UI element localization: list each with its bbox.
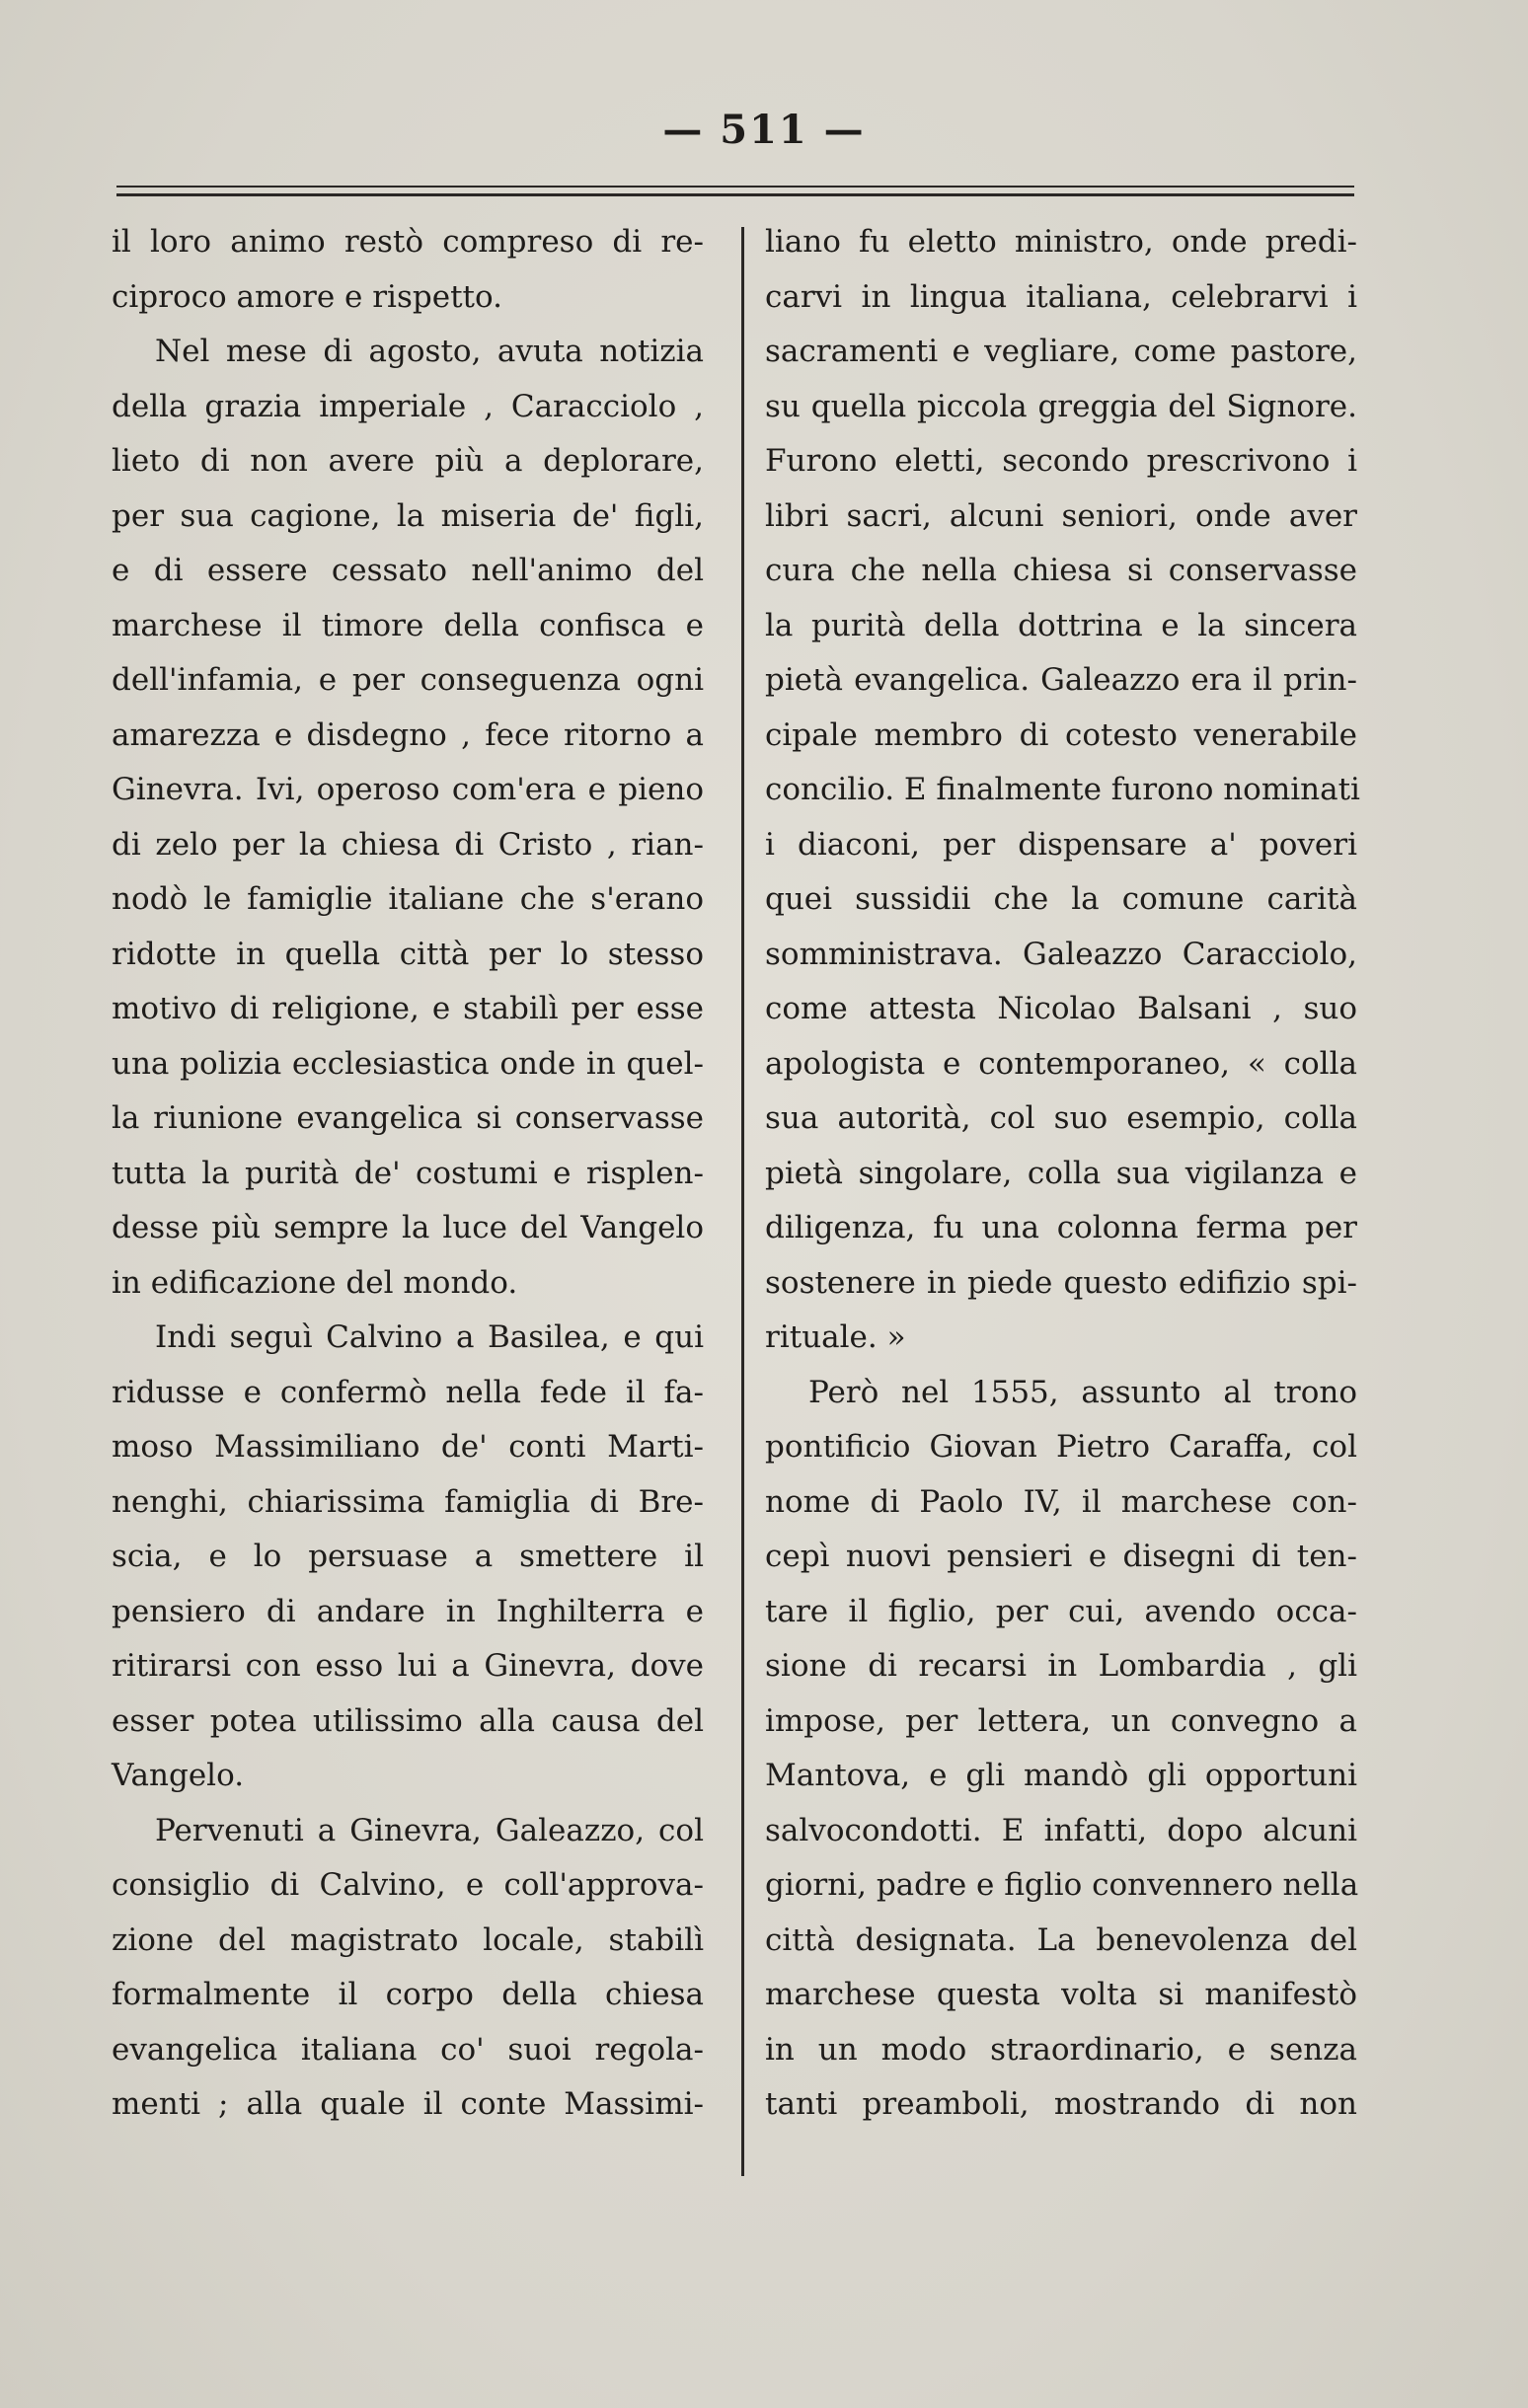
text-line: pensiero di andare in Inghilterra e xyxy=(112,1593,704,1629)
text-line: ciproco amore e rispetto. xyxy=(112,278,502,315)
column-divider xyxy=(741,227,744,2176)
text-line: per sua cagione, la miseria de' figli, xyxy=(112,497,704,534)
text-line: concilio. E finalmente furono nominati xyxy=(765,772,1360,807)
text-line: Vangelo. xyxy=(112,1758,245,1793)
text-line: tutta la purità de' costumi e risplen- xyxy=(112,1155,704,1191)
text-line: pietà evangelica. Galeazzo era il prin- xyxy=(765,662,1357,698)
header-rule xyxy=(116,186,1354,196)
text-line: Pervenuti a Ginevra, Galeazzo, col xyxy=(155,1812,704,1848)
text-line: sua autorità, col suo esempio, colla xyxy=(765,1100,1357,1136)
text-line: tanti preamboli, mostrando di non xyxy=(765,2086,1357,2122)
text-line: nome di Paolo IV, il marchese con- xyxy=(765,1483,1357,1520)
text-line: della grazia imperiale , Caracciolo , xyxy=(112,388,704,424)
text-line: il loro animo restò compreso di re- xyxy=(112,224,704,260)
text-line: rituale. » xyxy=(765,1319,906,1355)
text-line: Furono eletti, secondo prescrivono i xyxy=(765,443,1357,479)
right-text-column xyxy=(765,215,1360,2133)
text-line: nodò le famiglie italiane che s'erano xyxy=(112,881,704,917)
text-line: amarezza e disdegno , fece ritorno a xyxy=(112,716,704,753)
left-text-column xyxy=(112,215,704,2133)
text-line: in un modo straordinario, e senza xyxy=(765,2031,1357,2068)
text-line: cipale membro di cotesto venerabile xyxy=(765,716,1357,753)
text-line: pontificio Giovan Pietro Caraffa, col xyxy=(765,1429,1357,1465)
text-line: somministrava. Galeazzo Caracciolo, xyxy=(765,936,1357,972)
text-line: liano fu eletto ministro, onde predi- xyxy=(765,224,1357,260)
text-line: lieto di non avere più a deplorare, xyxy=(112,443,704,479)
text-line: scia, e lo persuase a smettere il xyxy=(112,1539,704,1574)
text-line: cura che nella chiesa si conservasse xyxy=(765,553,1357,588)
text-line: in edificazione del mondo. xyxy=(112,1264,518,1301)
text-line: su quella piccola greggia del Signore. xyxy=(765,388,1357,424)
text-line: sostenere in piede questo edifizio spi- xyxy=(765,1264,1357,1301)
text-line: giorni, padre e figlio convennero nella xyxy=(765,1867,1359,1903)
text-line: sacramenti e vegliare, come pastore, xyxy=(765,334,1357,369)
text-line: marchese questa volta si manifestò xyxy=(765,1977,1357,2012)
text-line: apologista e contemporaneo, « colla xyxy=(765,1045,1357,1082)
text-line: desse più sempre la luce del Vangelo xyxy=(112,1210,704,1245)
text-line: sione di recarsi in Lombardia , gli xyxy=(765,1648,1357,1684)
text-line: salvocondotti. E infatti, dopo alcuni xyxy=(765,1812,1357,1848)
text-line: la riunione evangelica si conservasse xyxy=(112,1100,704,1136)
text-line: consiglio di Calvino, e coll'approva- xyxy=(112,1867,704,1903)
text-line: e di essere cessato nell'animo del xyxy=(112,553,704,588)
text-line: moso Massimiliano de' conti Marti- xyxy=(112,1429,704,1465)
text-line: Nel mese di agosto, avuta notizia xyxy=(155,334,704,369)
text-line: i diaconi, per dispensare a' poveri xyxy=(765,826,1357,863)
text-line: carvi in lingua italiana, celebrarvi i xyxy=(765,278,1357,315)
text-line: dell'infamia, e per conseguenza ogni xyxy=(112,662,704,698)
text-line: menti ; alla quale il conte Massimi- xyxy=(112,2086,704,2122)
text-line: evangelica italiana co' suoi regola- xyxy=(112,2031,704,2068)
text-line: libri sacri, alcuni seniori, onde aver xyxy=(765,497,1357,534)
text-line: la purità della dottrina e la sincera xyxy=(765,607,1357,643)
text-line: città designata. La benevolenza del xyxy=(765,1921,1357,1958)
text-line: formalmente il corpo della chiesa xyxy=(112,1977,704,2012)
text-line: marchese il timore della confisca e xyxy=(112,607,704,643)
text-line: nenghi, chiarissima famiglia di Bre- xyxy=(112,1483,704,1520)
text-line: Mantova, e gli mandò gli opportuni xyxy=(765,1758,1357,1793)
text-line: ridusse e confermò nella fede il fa- xyxy=(112,1374,704,1410)
text-line: cepì nuovi pensieri e disegni di ten- xyxy=(765,1539,1357,1574)
page-number: — 511 — xyxy=(662,107,866,153)
text-line: ridotte in quella città per lo stesso xyxy=(112,936,704,972)
text-line: di zelo per la chiesa di Cristo , rian- xyxy=(112,826,704,863)
text-line: ritirarsi con esso lui a Ginevra, dove xyxy=(112,1648,704,1684)
text-line: come attesta Nicolao Balsani , suo xyxy=(765,991,1357,1026)
text-line: Ginevra. Ivi, operoso com'era e pieno xyxy=(112,772,704,807)
text-line: motivo di religione, e stabilì per esse xyxy=(112,991,704,1026)
text-line: Indi seguì Calvino a Basilea, e qui xyxy=(155,1319,704,1355)
text-line: tare il figlio, per cui, avendo occa- xyxy=(765,1593,1357,1629)
text-line: Però nel 1555, assunto al trono xyxy=(808,1374,1357,1410)
text-line: pietà singolare, colla sua vigilanza e xyxy=(765,1155,1357,1191)
text-line: una polizia ecclesiastica onde in quel- xyxy=(112,1045,704,1082)
text-line: zione del magistrato locale, stabilì xyxy=(112,1921,704,1958)
text-line: quei sussidii che la comune carità xyxy=(765,881,1357,917)
text-line: impose, per lettera, un convegno a xyxy=(765,1702,1357,1739)
text-line: diligenza, fu una colonna ferma per xyxy=(765,1210,1357,1245)
text-line: esser potea utilissimo alla causa del xyxy=(112,1702,704,1739)
